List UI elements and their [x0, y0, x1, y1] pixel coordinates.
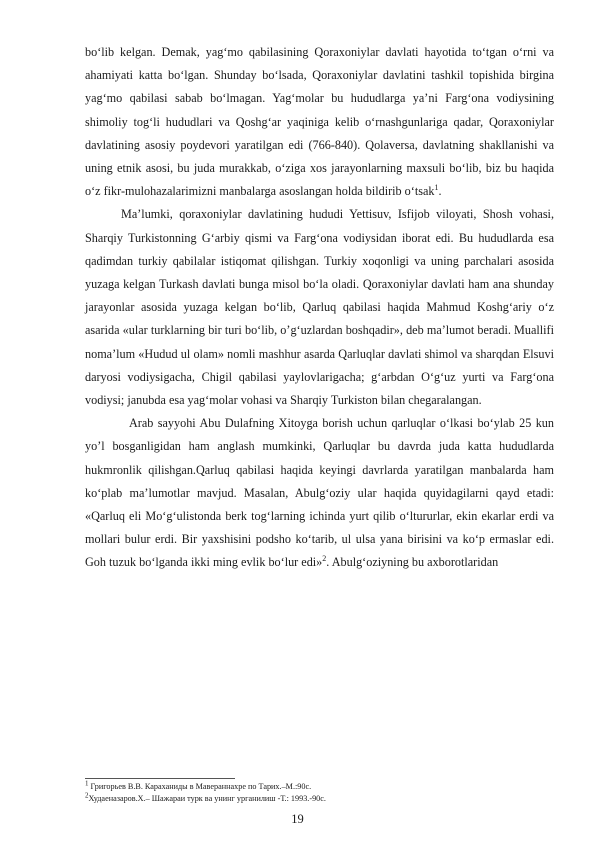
paragraph-1-text: bo‘lib kelgan. Demak, yag‘mo qabilasining Qoraxoniylar davlati hayotida to‘tgan o‘rni va ahamiyati katta bo‘lgan. Shunday bo‘lsada, Qoraxoniylar davlatini tashkil topishida birgina yag‘mo qabilasi sabab bo‘lmagan. Yag‘molar bu hududlarga ya’ni Farg‘ona vodiysining shimoliy tog‘li hududlari va Qoshg‘ar yaqiniga kelib o‘rnashgunlariga qadar, Qoraxoniylar davlatining asosiy poydevori yaratilgan edi (766-840). Qolaversa, davlatning shakllanishi va uning etnik asosi, bu juda murakkab, o‘ziga xos jarayonlarning maxsuli bo‘lib, biz bu haqida o‘z fikr-mulohazalarimizni manbalarga asoslangan holda bildirib o‘tsak — [85, 45, 554, 199]
footnote-2 — [85, 790, 554, 805]
footnote-ref-2[interactable]: 2 — [322, 554, 327, 564]
footnote-text-1: Григорьев В.В. Караханиды в Мавераннахре по Тарих.–М.:90с. — [88, 782, 312, 791]
paragraph-3-text: Arab sayyohi Abu Dulafning Xitoyga borish uchun qarluqlar o‘lkasi bo‘ylab 25 kun yo’l bosganligidan ham anglash mumkinki, Qarluqlar bu davrda juda katta hududlarda hukmronlik qilishgan.Qarluq qabilasi haqida keyingi davrlarda yaratilgan manbalarda ham ko‘plab ma’lumotlar mavjud. Masalan, Abulg‘oziy ular haqida quyidagilarni qayd etadi: «Qarluq eli Mo‘g‘ulistonda berk tog‘larning ichinda yurt qilib o‘ltururlar, ekin ekarlar erdi va mollari bulur erdi. Bir yaxshisini podsho ko‘tarib, ul ulsa yana birisini va ko‘p ermaslar edi. Goh tuzuk bo‘lganda ikki ming evlik bo‘lur edi» — [85, 416, 554, 570]
page-number: 19 — [291, 812, 304, 826]
paragraph-3 — [85, 412, 554, 574]
paragraph-1 — [85, 41, 554, 203]
footnote-text-2: Худаеназаров.Х.– Шажараи турк ва унинг урганилиш -Т.: 1993.-90с. — [88, 793, 326, 803]
footnote-1 — [85, 781, 554, 793]
footnotes — [85, 781, 554, 804]
footnote-divider — [85, 778, 235, 779]
paragraph-3-tail: . Abulg‘oziyning bu axborotlaridan — [326, 555, 499, 570]
main-text — [85, 41, 554, 575]
footnote-ref-1[interactable]: 1 — [434, 183, 439, 193]
paragraph-1-tail: . — [438, 184, 442, 199]
footnote-marker-2: 2 — [85, 790, 89, 799]
footnote-marker-1: 1 — [85, 779, 89, 788]
paragraph-2-text: Ma’lumki, qoraxoniylar davlatining hududi Yettisuv, Isfijob viloyati, Shosh vohasi, Sharqiy Turkistonning G‘arbiy qismi va Farg‘ona vodiysidan iborat edi. Bu hududlarda esa qadimdan turkiy qabilalar istiqomat qilishgan. Turkiy xoqonligi va uning parchalari asosida yuzaga kelgan Turkash davlati bunga misol bo‘la oladi. Qoraxoniylar davlati ham ana shunday jarayonlar asosida yuzaga kelgan bo‘lib, Qarluq qabilasi haqida Mahmud Koshg‘ariy o‘z asarida «ular turklarning bir turi bo‘lib, o’g‘uzlardan boshqadir», deb ma’lumot beradi. Muallifi noma’lum «Hudud ul olam» nomli mashhur asarda Qarluqlar davlati shimol va sharqdan Elsuvi daryosi vodiysigacha, Chigil qabilasi yaylovlarigacha; g‘arbdan O‘g‘uz yurti va Farg‘ona vodiysi; janubda esa yag‘molar vohasi va Sharqiy Turkiston bilan chegaralangan. — [85, 207, 554, 408]
paragraph-2 — [85, 203, 554, 412]
